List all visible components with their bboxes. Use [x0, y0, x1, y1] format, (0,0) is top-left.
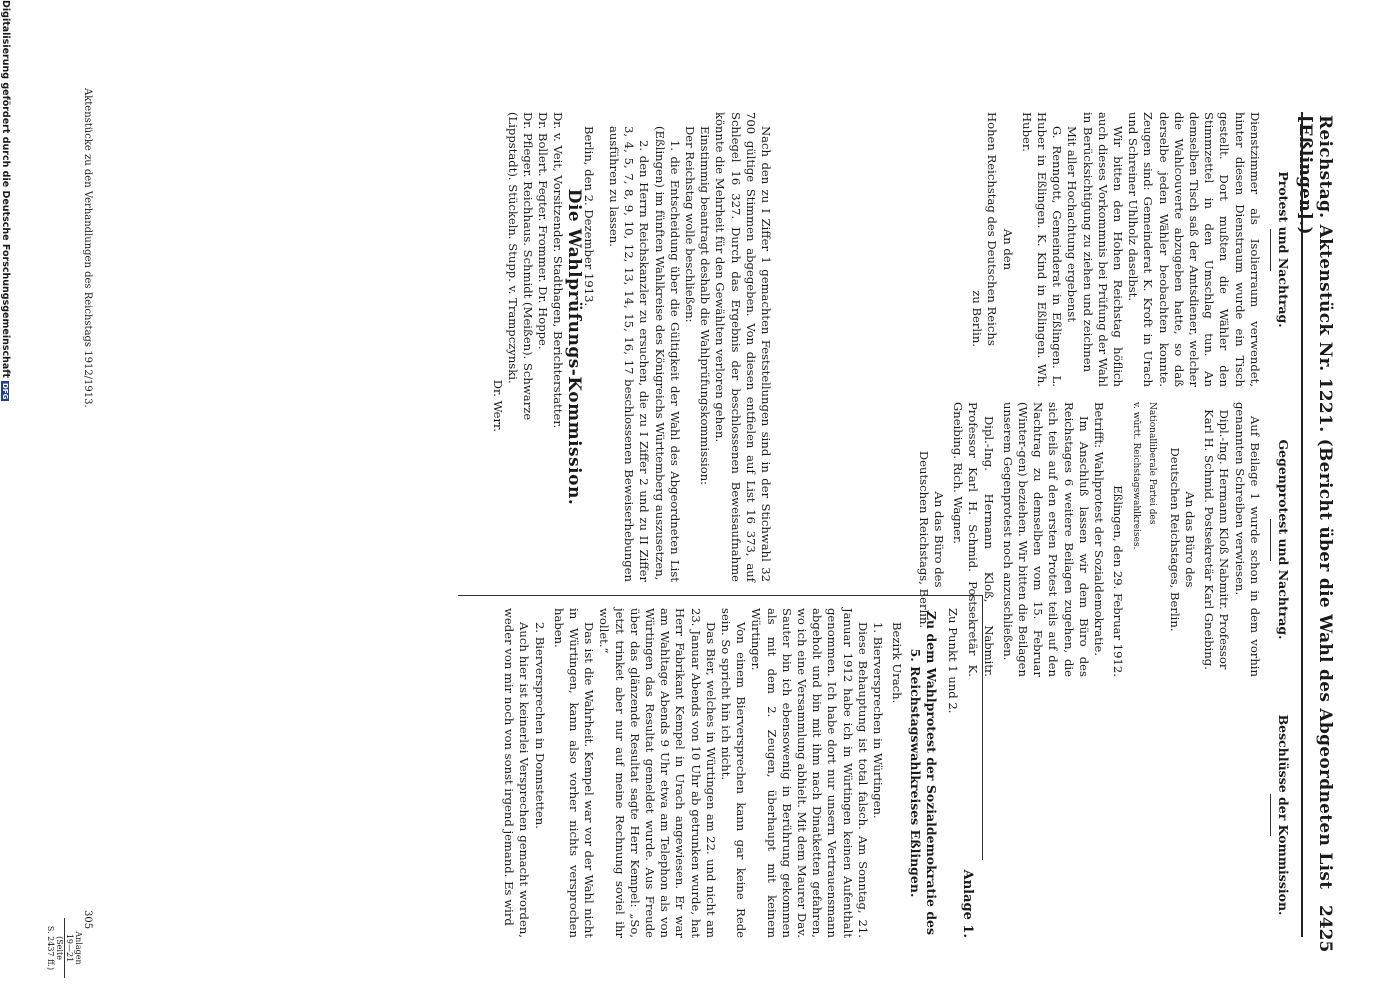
paragraph: Das Bier, welches in Würtingen am 22. und nicht am 23. Januar Abends von 10 Uhr ab getrunken wurde, hat Herr Fabrikant Kempel in Urach angewiesen. Er war am Wahltage Abends 9 Uhr etwa am Telephon als von Würtingen das Resultat gemeldet wurde. Aus Freude über das glänzende Resultat sagte Herr Kempel: „So, jetzt trinket aber nur auf meine Rechnung soviel ihr wollet.“ [597, 608, 718, 938]
margin-note-line: 19—21 [64, 918, 74, 978]
party-line: v. württ. Reichstagswahlkreises. [1131, 402, 1142, 550]
paragraph: Im Anschluß lassen wir dem Büro des Reichstages 6 weitere Beilagen zugehen, die sich teils auf den ersten Protest teils auf den Nachtrag zu demselben vom 15. Februar (Winter-gen) beziehen. Wir bitten die Beilagen unserem Gegenprotest noch anzuschließen. [1000, 402, 1091, 677]
member-line: Dr. Werr. [490, 379, 505, 432]
member-line: (Lippstadt). Stückeln. Stupp. v. Trampczynski. [505, 112, 520, 384]
signatures: Dipl.-Ing. Hermann Kloß Nabmitr. Professor Karl H. Schmid. Postsekretär Karl Gneibing. [1202, 409, 1232, 670]
address-line: Deutschen Reichstags, Berlin. [916, 450, 931, 629]
paragraph: Von einem Bierversprechen kann gar keine Rede sein. So spricht hin ich nicht. [718, 608, 749, 938]
paragraph: Mit aller Hochachtung ergebenst [1065, 126, 1080, 323]
signatures: G. Renngott, Gemeinderat in Eßlingen. L. Huber in Eßlingen. K. Kind in Eßlingen. Wh. Huber. [1019, 112, 1065, 387]
member-line: Dr. Bollert. Fegter. Frommer. Dr. Hoppe. [536, 112, 551, 350]
dfg-logo-icon: DFG [1, 382, 9, 400]
separator [1270, 794, 1271, 836]
subheading: Bezirk Urach. [890, 622, 905, 704]
section-heading: Beschlüsse der Kommission. [1276, 714, 1291, 916]
paragraph: Wir bitten den Hohen Reichstag höflich auch dieses Vorkommnis bei Prüfung der Wahl in Berücksichtigung zu ziehen und zeichnen [1080, 112, 1125, 387]
signatures: Dipl.-Ing. Hermann Kloß, Nabmitr. Professor Karl H. Schmid. Postsekretär K. Gneibing. Rich. Wagner. [951, 402, 996, 677]
list-item: 2. den Herrn Reichskanzler zu ersuchen, die zu I Ziffer 2 und zu II Ziffer 3, 4, 5, 7, 8, 9, 10, 12, 13, 14, 15, 16, 17 beschlossenen Beweiserhebungen ausführen zu lassen. [606, 126, 652, 582]
margin-note-line: (Seite [55, 936, 64, 960]
running-header [1295, 0, 1343, 1000]
margin-note-line: Anlagen [74, 931, 83, 965]
address-line: An das Büro des [931, 491, 946, 588]
party-line: Nationalliberale Partei des [1146, 402, 1157, 525]
footer-sheet-number: 305 [82, 910, 93, 930]
separator [1270, 519, 1271, 561]
address-line: zu Berlin. [970, 290, 985, 347]
list-item: 1. die Entscheidung über die Gültigkeit der Wahl des Abgeordneten List (Eßlingen) im fünften Wahlkreise des Königreichs Württemberg auszusetzen, [652, 126, 682, 582]
page-number: 2425 [1315, 905, 1335, 953]
address-line: Hohen Reichstag des Deutschen Reichs [985, 112, 1000, 346]
annex-vertical-rule [458, 595, 983, 596]
address-line: An den [1000, 228, 1015, 271]
date-line: Berlin, den 2. Dezember 1913. [581, 126, 596, 307]
annex-label: Anlage 1. [960, 869, 975, 938]
column-protest [969, 112, 1291, 387]
annex-title: 5. Reichstagswahlkreises Eßlingen. [908, 648, 924, 898]
paragraph: Einstimmig beantragt deshalb die Wahlprüfungskommission: [698, 126, 713, 486]
column-beschluesse [1262, 690, 1291, 940]
paragraph: Der Reichstag wolle beschließen: [682, 126, 697, 323]
commission-title: Die Wahlprüfungs-Kommission. [563, 188, 584, 506]
betreff-line: Betrifft: Wahlprotest der Sozialdemokratie. [1091, 402, 1106, 657]
separator [1270, 229, 1271, 271]
digitization-notice [0, 0, 11, 1000]
header-title: Reichstag. Aktenstück Nr. 1221. (Bericht über die Wahl des Abgeordneten List [Eßlingen].) [1295, 115, 1335, 890]
paragraph: Diese Behauptung ist total falsch. Am Sonntag, 21. Januar 1912 habe ich in Würtingen keinen Aufenthalt genommen. Ich habe dort nur unsern Vertrauensmann abgeholt und bin mit ihm nach Dinatketten gefahren, wo ich eine Versammlung abhielt. Mit dem Maurer Dav. Sauter bin ich ebensowenig in Berührung gekommen als mit dem 2. Zeugen, überhaupt mit keinem Würtinger. [749, 608, 870, 938]
paragraph: Zu Punkt 1 und 2. [945, 608, 960, 714]
annex-1 [501, 608, 975, 938]
address-line: Deutschen Reichstages, Berlin. [1167, 447, 1182, 632]
annex-horizontal-rule [982, 595, 983, 860]
member-line: Dr. Pfleger. Reichhaus. Schmidt (Meißen). Schwarze [520, 112, 535, 421]
margin-note [46, 918, 83, 978]
annex-title: Zu dem Wahlprotest der Sozialdemokratie des [923, 610, 939, 936]
date-line: Eßlingen, den 29. Februar 1912. [1111, 485, 1126, 677]
paragraph: Das ist die Wahrheit. Kempel war vor der Wahl nicht in Würtingen, kann also vorher nichts versprochen haben. [551, 608, 597, 938]
commission-decision [489, 112, 773, 582]
digitization-text: Digitalisierung gefördert durch die Deutsche Forschungsgemeinschaft [0, 0, 11, 378]
member-line: Dr. v. Veit, Vorsitzender. Stadthagen, Berichterstatter. [551, 112, 566, 429]
address-line: An das Büro des [1182, 491, 1197, 588]
section-heading: Gegenprotest und Nachtrag. [1276, 439, 1291, 640]
paragraph: Nach den zu I Ziffer 1 gemachten Feststellungen sind in der Stichwahl 32 700 gültige Stimmen abgegeben. Von diesen entfielen auf List 16 373, auf Schlegel 16 327. Durch das Ergebnis der beschlossenen Beweisaufnahme könnte die Mehrheit für den Gewählten verloren gehen. [713, 112, 773, 582]
section-heading: Protest und Nachtrag. [1276, 171, 1291, 328]
paragraph: Auch hier ist keinerlei Versprechen gemacht worden, weder von mir noch von sonst irgend jemand. Es wird [502, 608, 532, 938]
paragraph: Auf Beilage 1 wurde schon in dem vorhin genannten Schreiben verwiesen. [1232, 402, 1262, 677]
margin-note-line: S. 2437 ff.) [46, 925, 55, 971]
subheading: 2. Bierversprechen in Donnstetten. [532, 622, 547, 829]
footer-source: Aktenstücke zu den Verhandlungen des Reichstags 1912/1913. [82, 88, 93, 408]
header-rule [1301, 112, 1303, 937]
subheading: 1. Bierversprechen in Würtingen. [870, 622, 885, 819]
paragraph: Dienstzimmer als Isolierraum verwendet, hinter diesen Dienstraum wurde ein Tisch gestellt. Dort mußten die Wähler den Stimmzettel in den Umschlag tun. An demselben Tisch saß der Amtsdiener, welcher die Wahlcouverte abzugeben hatte, so daß derselbe jeden Wähler beobachten konnte. Zeugen sind: Gemeinderat K. Kroft in Urach und Schreiner Uhlholz daselbst. [1126, 112, 1262, 387]
